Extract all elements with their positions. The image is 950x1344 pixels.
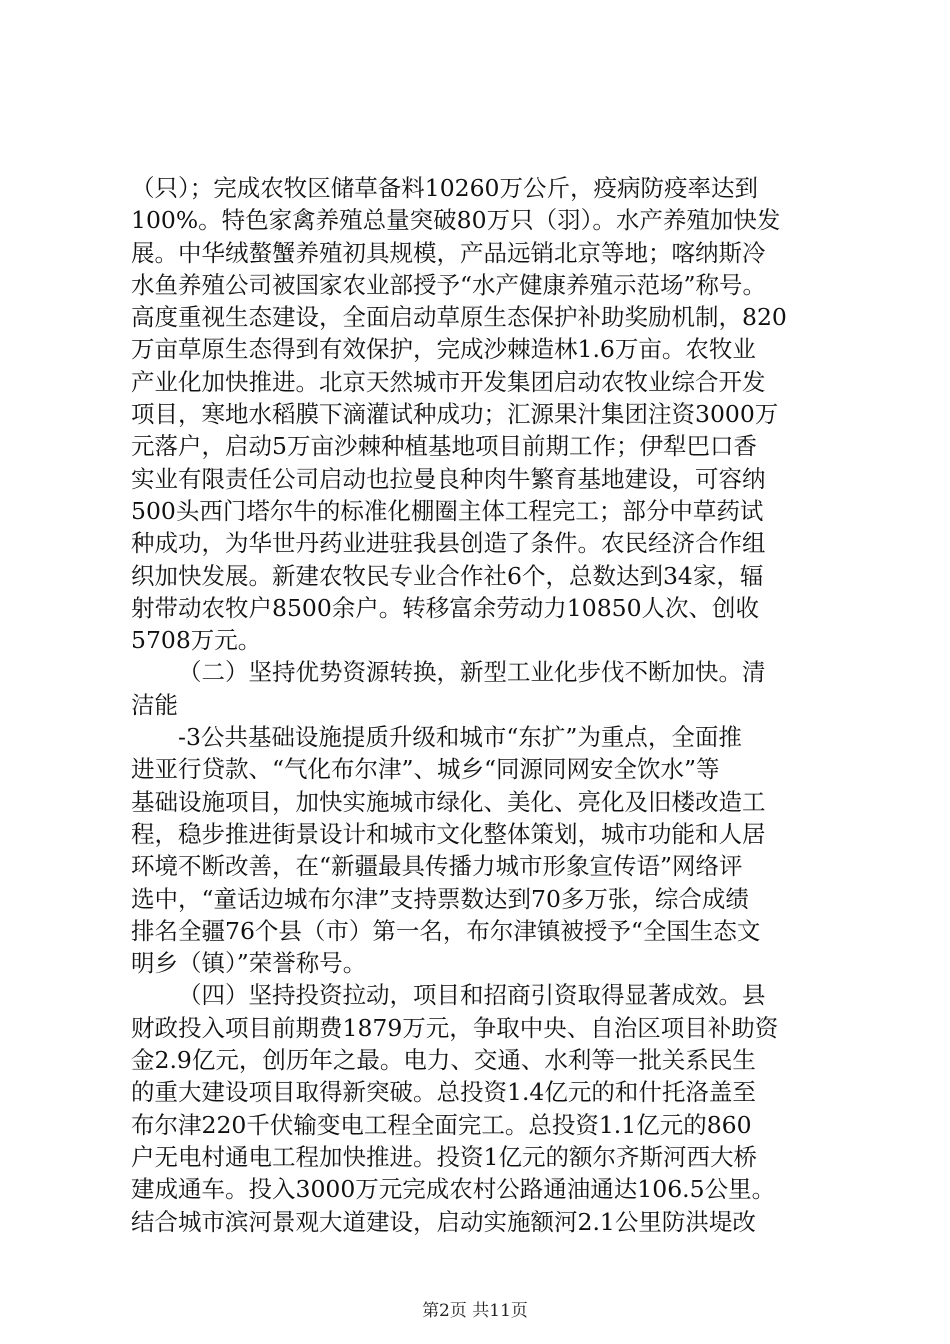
text-line: 5708万元。 (131, 626, 262, 655)
page-footer (0, 1300, 950, 1322)
text-line: （只）；完成农牧区储草备料10260万公斤，疫病防疫率达到 (131, 174, 759, 202)
text-line: 明乡（镇）”荣誉称号。 (131, 949, 367, 978)
text-line: 种成功，为华世丹药业进驻我县创造了条件。农民经济合作组 (131, 529, 766, 558)
text-line: 建成通车。投入3000万元完成农村公路通油通达106.5公里。 (131, 1175, 776, 1204)
text-line: 排名全疆76个县（市）第一名，布尔津镇被授予“全国生态文 (131, 916, 761, 945)
text-line: 射带动农牧户8500余户。转移富余劳动力10850人次、创收 (131, 593, 760, 622)
text-line: 财政投入项目前期费1879万元，争取中央、自治区项目补助资 (131, 1013, 779, 1042)
text-line: -3公共基础设施提质升级和城市“东扩”为重点，全面推 (178, 723, 742, 752)
text-line: 100%。特色家禽养殖总量突破80万只（羽）。水产养殖加快发 (131, 206, 781, 235)
text-line: 结合城市滨河景观大道建设，启动实施额河2.1公里防洪堤改 (131, 1207, 756, 1236)
section-heading-line: （二）坚持优势资源转换，新型工业化步伐不断加快。清 (178, 658, 766, 687)
text-line: 布尔津220千伏输变电工程全面完工。总投资1.1亿元的860 (131, 1110, 752, 1139)
text-line: 元落户，启动5万亩沙棘种植基地项目前期工作；伊犁巴口香 (131, 432, 757, 461)
text-line: 织加快发展。新建农牧民专业合作社6个，总数达到34家，辐 (131, 561, 764, 590)
text-line: 产业化加快推进。北京天然城市开发集团启动农牧业综合开发 (131, 367, 766, 396)
text-line: 户无电村通电工程加快推进。投资1亿元的额尔齐斯河西大桥 (131, 1142, 757, 1171)
body-text (131, 172, 831, 1238)
text-line: 基础设施项目，加快实施城市绿化、美化、亮化及旧楼改造工 (131, 787, 766, 816)
text-line: 实业有限责任公司启动也拉曼良种肉牛繁育基地建设，可容纳 (131, 464, 766, 493)
text-line: 项目，寒地水稻膜下滴灌试种成功；汇源果汁集团注资3000万 (131, 400, 779, 429)
text-line: 进亚行贷款、“气化布尔津”、城乡“同源同网安全饮水”等 (131, 755, 720, 784)
text-line: 环境不断改善，在“新疆最具传播力城市形象宣传语”网络评 (131, 852, 743, 881)
text-line: 500头西门塔尔牛的标准化棚圈主体工程完工；部分中草药试 (131, 496, 764, 525)
text-line: 金2.9亿元，创历年之最。电力、交通、水利等一批关系民生 (131, 1046, 756, 1075)
page-number-label: 第2页 共11页 (422, 1301, 528, 1321)
text-line: 程，稳步推进街景设计和城市文化整体策划，城市功能和人居 (131, 819, 766, 848)
text-line: 水鱼养殖公司被国家农业部授予“水产健康养殖示范场”称号。 (131, 270, 767, 299)
text-line: 展。中华绒螯蟹养殖初具规模，产品远销北京等地；喀纳斯冷 (131, 238, 766, 267)
text-line: 万亩草原生态得到有效保护，完成沙棘造林1.6万亩。农牧业 (131, 335, 756, 364)
text-line: 高度重视生态建设，全面启动草原生态保护补助奖励机制，820 (131, 303, 787, 332)
text-line: 洁能 (131, 690, 178, 719)
section-heading-line: （四）坚持投资拉动，项目和招商引资取得显著成效。县 (178, 981, 766, 1010)
text-line: 的重大建设项目取得新突破。总投资1.4亿元的和什托洛盖至 (131, 1078, 756, 1107)
text-line: 选中，“童话边城布尔津”支持票数达到70多万张，综合成绩 (131, 884, 749, 913)
